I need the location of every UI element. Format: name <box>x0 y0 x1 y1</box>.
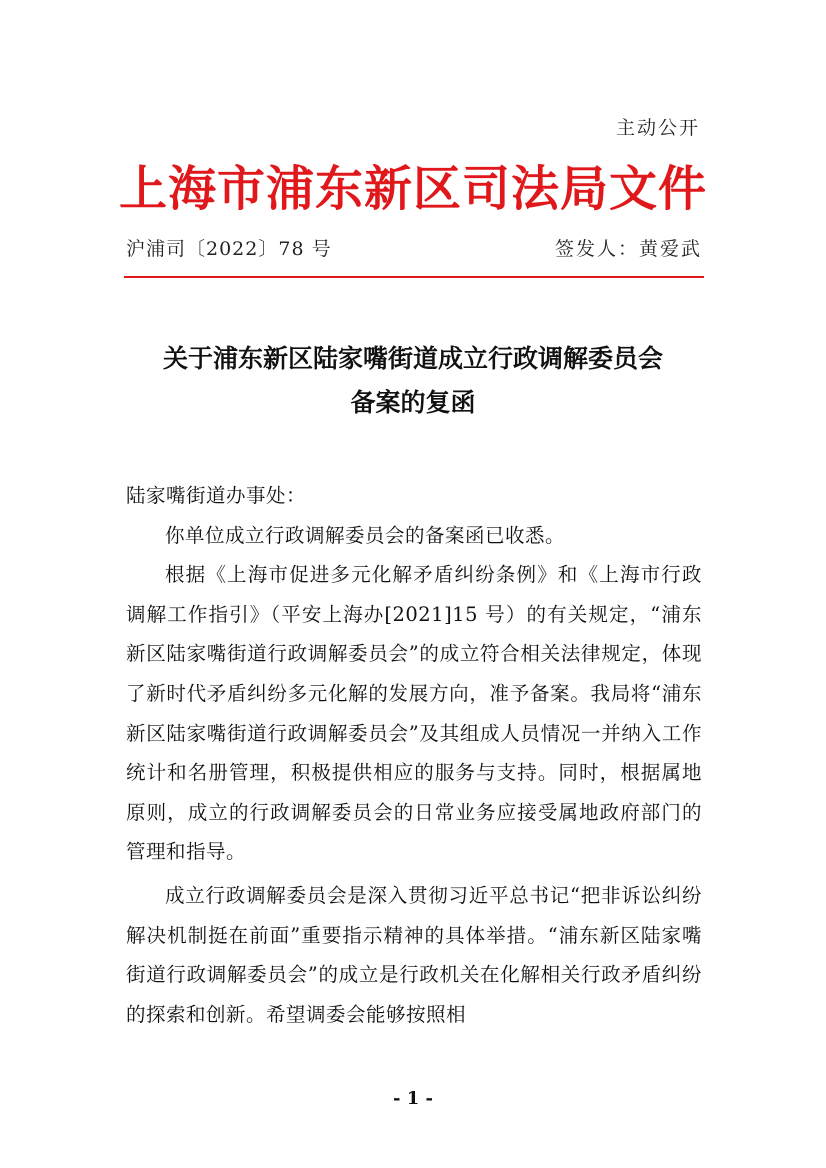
title-line-1: 关于浦东新区陆家嘴街道成立行政调解委员会 <box>162 344 663 373</box>
document-body <box>126 476 702 1034</box>
body-paragraph: 你单位成立行政调解委员会的备案函已收悉。 <box>165 523 566 547</box>
document-number-row <box>126 234 702 261</box>
page-number: - 1 - <box>393 1088 433 1109</box>
salutation: 陆家嘴街道办事处： <box>126 484 307 507</box>
body-paragraph: 成立行政调解委员会是深入贯彻习近平总书记“把非诉讼纠纷解决机制挺在前面”重要指示精神的具体举措。“浦东新区陆家嘴街道行政调解委员会”的成立是行政机关在化解相关行政矛盾纠纷的探索和创新。希望调委会能够按照相 <box>126 883 702 1026</box>
document-title <box>110 337 716 425</box>
signer-label: 签发人：黄爱武 <box>554 238 702 260</box>
body-paragraph: 根据《上海市促进多元化解矛盾纠纷条例》和《上海市行政调解工作指引》（平安上海办[2021]15 号）的有关规定，“浦东新区陆家嘴街道行政调解委员会”的成立符合相关法律规定，体现了新时代矛盾纠纷多元化解的发展方向，准予备案。我局将“浦东新区陆家嘴街道行政调解委员会”及其组成人员情况一并纳入工作统计和名册管理，积极提供相应的服务与支持。同时，根据属地原则，成立的行政调解委员会的日常业务应接受属地政府部门的管理和指导。 <box>126 563 702 864</box>
document-number: 沪浦司〔2022〕78 号 <box>126 238 332 260</box>
title-line-2: 备案的复函 <box>350 388 476 417</box>
red-divider <box>124 276 704 278</box>
issuer-heading: 上海市浦东新区司法局文件 <box>118 161 707 217</box>
disclosure-label: 主动公开 <box>615 117 700 139</box>
